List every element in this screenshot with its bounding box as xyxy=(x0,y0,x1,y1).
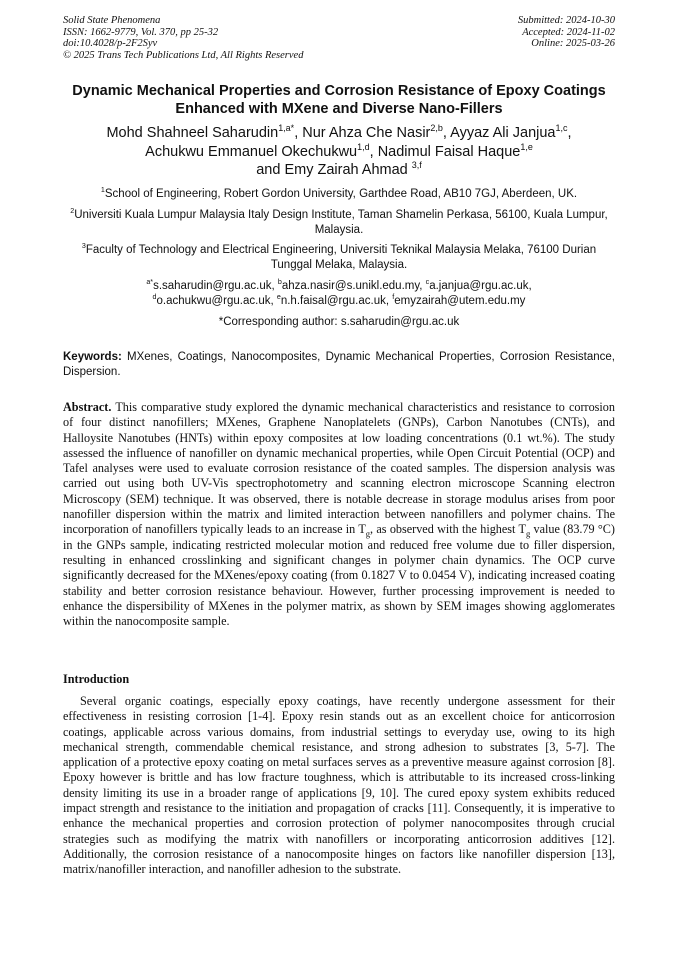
keywords xyxy=(63,350,615,379)
section-heading: Introduction xyxy=(63,672,130,686)
accepted-date: Accepted: 2024-11-02 xyxy=(522,26,615,38)
affiliation-1: $^1$School of Engineering, Robert Gordon University, Garthdee Road, AB10 7GJ, Aberdeen, UK. xyxy=(100,186,578,200)
journal-header xyxy=(63,15,303,61)
issn-volume: ISSN: 1662-9779, Vol. 370, pp 25-32 xyxy=(63,26,219,38)
author-sup: 2,b xyxy=(430,123,443,134)
author-name: Mohd Shahneel Saharudin xyxy=(106,125,279,141)
email-link[interactable]: s.saharudin@rgu.ac.uk, xyxy=(153,280,278,292)
corresponding-author: *Corresponding author: s.saharudin@rgu.ac.uk xyxy=(218,316,460,328)
paper-title: Dynamic Mechanical Properties and Corrosion Resistance of Epoxy Coatings Enhanced with MXene and Diverse Nano-Fillers xyxy=(72,83,606,117)
abstract-label: Abstract. xyxy=(63,400,112,414)
submitted-date: Submitted: 2024-10-30 xyxy=(517,15,615,26)
author-name: Ayyaz Ali Janjua xyxy=(450,125,556,141)
email-link[interactable]: o.achukwu@rgu.ac.uk, xyxy=(156,294,277,307)
email-link[interactable]: a.janjua@rgu.ac.uk, xyxy=(429,280,532,292)
online-date: Online: 2025-03-26 xyxy=(531,38,615,50)
author-sup: 1,c xyxy=(555,123,568,134)
author-name: Nadimul Faisal Haque xyxy=(377,143,521,160)
introduction-paragraph: Several organic coatings, especially epoxy coatings, have recently undergone assessment for their effectiveness in resisting corrosion [1-4]. Epoxy resin stands out as an excellent choice for anticorrosion coatings, applicable across various domains, from industrial settings to everyday use, owing to its high mechanical strength, commendable chemical resistance, and strong adhesion to substrates [3, 5-7]. The application of a protective epoxy coating on metal surfaces serves as a preventive measure against corrosion [8]. Epoxy however is brittle and has low fracture toughness, which is attributable to its increased cross-linking density limiting its use in a broader range of applications [9, 10]. The cured epoxy system exhibits reduced impact strength and resistance to the initiation and propagation of cracks [11]. Consequently, it is imperative to enhance the mechanical properties and corrosion protection of polymer nanocomposites through crucial strategies such as modifying the matrix with nanofillers or incorporating anticorrosion additives [12]. Additionally, the corrosion resistance of a nanocomposite hinges on factors like nanofiller dispersion [13], matrix/nanofiller interaction, and nanofiller adhesion to the substrate. xyxy=(63,694,615,877)
author-list: Mohd Shahneel Saharudin$^{1,a*}$, Nur Ahza Che Nasir$^{2,b}$, Ayyaz Ali Janjua$^{1,c}$, Achukwu Emmanuel Okechukwu$^{1,d}$, Nadimul Faisal Haque$^{1,e}$ and Emy Zairah Ahmad $^{3,f}$ xyxy=(106,123,572,178)
author-emails: $^{a*}$s.saharudin@rgu.ac.uk, $^b$ahza.nasir@s.unikl.edu.my, $^c$a.janjua@rgu.ac.uk, $^d$o.achukwu@rgu.ac.uk, $^e$n.h.faisal@rgu.ac.uk, $^f$emyzairah@utem.edu.my xyxy=(146,278,532,307)
email-link[interactable]: ahza.nasir@s.unikl.edu.my, xyxy=(281,280,426,292)
email-link[interactable]: emyzairah@utem.edu.my xyxy=(394,294,526,307)
doi: doi:10.4028/p-2F2Syv xyxy=(63,38,158,50)
affiliation-2: $^2$Universiti Kuala Lumpur Malaysia Italy Design Institute, Taman Shamelin Perkasa, 56100, Kuala Lumpur, Malaysia. xyxy=(70,207,608,236)
author-name: Nur Ahza Che Nasir xyxy=(302,125,431,141)
author-name: and Emy Zairah Ahmad xyxy=(256,162,412,178)
affiliation-3: $^3$Faculty of Technology and Electrical Engineering, Universiti Teknikal Malaysia Melaka, 76100 Durian Tunggal Melaka, Malaysia. xyxy=(81,242,597,271)
dates-header xyxy=(518,15,615,50)
keywords-label: Keywords: xyxy=(63,351,122,363)
author-sup: 1,a* xyxy=(278,123,295,134)
abstract: Abstract. This comparative study explored the dynamic mechanical characteristics and resistance to corrosion of four distinct nanofillers; MXenes, Graphene Nanoplatelets (GNPs), Carbon Nanotubes (CNTs), and Halloysite Nanotubes (HNTs) within epoxy composites at low loading concentrations (0.1 wt.%). The study assessed the influence of nanofiller on dynamic mechanical properties, while Open Circuit Potential (OCP) and Tafel analyses were used to evaluate corrosion resistance of the coated samples. The dispersion analysis was carried out using both UV-Vis spectrophotometry and scanning electron microscope Scanning electron Microscopy (SEM) technique. It was observed, there is notable decrease in storage modulus arises from poor nanofiller dispersion within the matrix and limited interaction between nanofillers and polymer chains. The incorporation of nanofillers typically leads to an increase in $T_g$, as observed with the highest $T_g$ value (83.79 °C) in the GNPs sample, indicating restricted molecular motion and reduced free volume due to filler dispersion, resulting in enhanced crosslinking and significant changes in polymer chain dynamics. The OCP curve significantly decreased for the MXenes/epoxy coating (from 0.1827 V to 0.0454 V), indicating increased coating stability and better corrosion resistance behaviour. However, further processing improvement is needed to enhance the dispersibility of MXenes in the polymer matrix, as shown by SEM images showing agglomerates within the nanocomposite sample. xyxy=(63,400,615,629)
keywords-text: MXenes, Coatings, Nanocomposites, Dynamic Mechanical Properties, Corrosion Resistance, Dispersion. xyxy=(63,351,615,378)
copyright: © 2025 Trans Tech Publications Ltd, All Rights Reserved xyxy=(63,49,304,61)
journal-name: Solid State Phenomena xyxy=(63,15,161,26)
author-sup: 1,e xyxy=(520,141,533,152)
email-link[interactable]: n.h.faisal@rgu.ac.uk, xyxy=(280,294,393,307)
author-sup: 1,d xyxy=(357,141,370,152)
author-sup: 3,f xyxy=(411,160,422,171)
author-name: Achukwu Emmanuel Okechukwu xyxy=(145,143,358,160)
